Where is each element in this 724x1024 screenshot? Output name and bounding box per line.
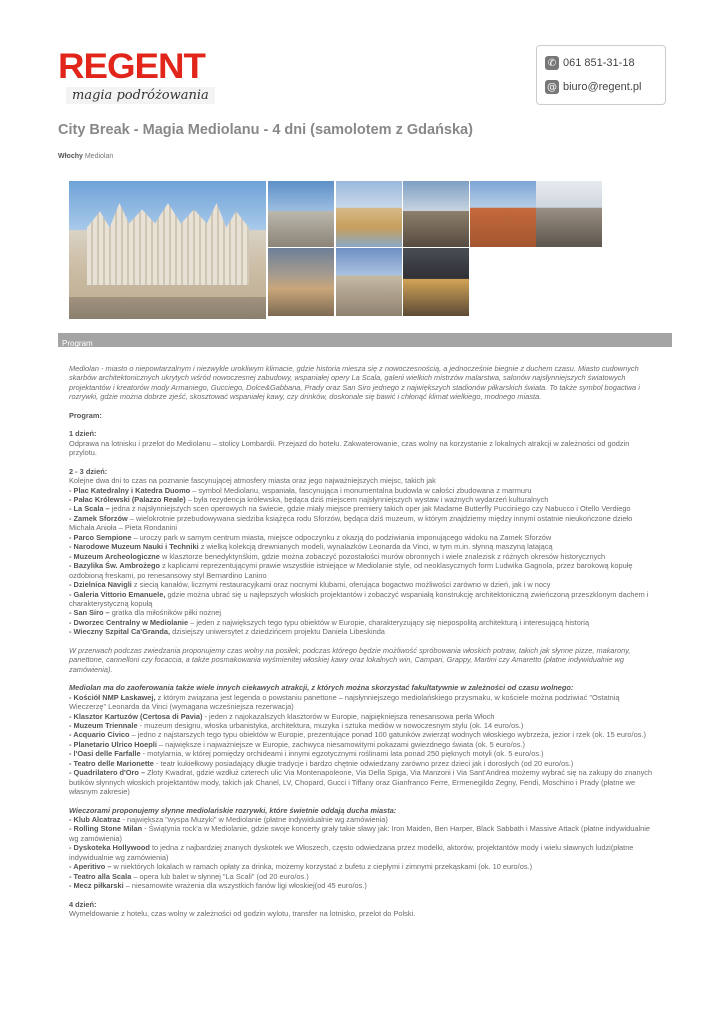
list-item — [69, 824, 655, 843]
contact-phone — [545, 52, 665, 74]
list-item-name: - Narodowe Muzeum Nauki i Techniki — [69, 542, 199, 552]
list-item-text: - jeden z najokazalszych klasztorów w Europie, najpiękniejsza renesansowa perła Włoch — [202, 711, 495, 721]
list-item-text: z siecią kanałów, licznymi restauracyjkami oraz nocnymi klubami, oferująca bogactwo możliwości zarówno w dzień, jak i w nocy — [131, 580, 551, 590]
gallery-thumbnail[interactable] — [268, 248, 334, 316]
nightlife-list — [69, 815, 655, 891]
list-item-text: z wielką kolekcją drewnianych modeli, wynalazków Leonarda da Vinci, w tym m.in. słynną maszyną latającą — [198, 542, 553, 552]
list-item-text: – symbol Mediolanu, wspaniała, fascynująca i monumentalna budowla w całości zbudowana z marmuru — [190, 485, 532, 495]
program-label: Program: — [69, 410, 102, 420]
phone-icon: ✆ — [545, 56, 559, 70]
list-item-text: - największa "wyspa Muzyki" w Mediolanie (płatne indywidualnie wg zamówienia) — [120, 815, 388, 825]
list-item — [69, 862, 655, 871]
list-item-name: - Klasztor Kartuzów (Certosa di Pavia) — [69, 711, 203, 721]
gallery-thumbnail[interactable] — [403, 248, 469, 316]
day23-attractions-list — [69, 486, 655, 637]
day4-text: Wymeldowanie z hotelu, czas wolny w zależności od godzin wylotu, transfer na lotnisko, przelot do Polski. — [69, 909, 416, 919]
list-item-name: - Zamek Sforzów — [69, 513, 128, 523]
logo-tagline: magia podróżowania — [66, 87, 215, 104]
list-item-name: - Rolling Stone Milan — [69, 824, 143, 834]
list-item — [69, 618, 655, 627]
list-item-name: - Dzielnica Navigli — [69, 580, 132, 590]
list-item-text: – uroczy park w samym centrum miasta, miejsce odpoczynku z okazją do podziwiania imponującego widoku na Zamek Sforzów — [131, 532, 552, 542]
gallery-photo-main[interactable] — [69, 181, 266, 319]
list-item-name: - Pałac Królewski (Palazzo Reale) — [69, 494, 186, 504]
list-item-text: w niektórych lokalach w ramach opłaty za drinka, możemy korzystać z bufetu z ciepłymi i zimnymi przekąskami (ok. 10 euro/os.) — [111, 862, 533, 872]
list-item-name: - Parco Sempione — [69, 532, 132, 542]
list-item-name: - Bazylika Św. Ambrożego — [69, 561, 161, 571]
list-item — [69, 768, 655, 796]
list-item — [69, 627, 655, 636]
list-item — [69, 693, 655, 712]
day23-lead: Kolejne dwa dni to czas na poznanie fascynującej atmosfery miasta oraz jego najważniejszych miejsc, takich jak — [69, 476, 436, 486]
list-item-text: Złoty Kwadrat, gdzie wzdłuż czterech ulic Via Montenapoleone, Via Della Spiga, Via Manzoni i Via Sant'Andrea możemy wybrać się na zakupy do znanych butików słynnych włoskich projektantów mody, takich jak Chanel, LV, Chopard, Gucci i Tiffany oraz Gianfranco Ferre, Ermenegildo Zegny, Fendi, Moschino i Prady (płatne we własnym zakresie) — [69, 768, 653, 797]
list-item — [69, 580, 655, 589]
list-item-text: – niesamowite wrażenia dla wszystkich fanów ligi włoskiej(od 45 euro/os.) — [123, 881, 367, 891]
list-item-text: – opera lub balet w słynnej "La Scali" (od 20 euro/os.) — [131, 871, 309, 881]
list-item-name: - Muzeum Archeologiczne — [69, 551, 160, 561]
list-item-name: - Muzeum Triennale — [69, 720, 138, 730]
list-item-text: jedna z najsłynniejszych scen operowych na świecie, gdzie miały miejsce premiery takich oper jak Madame Butterfly Pucciniego czy Nabucco i Otello Verdiego — [109, 504, 631, 514]
list-item — [69, 514, 655, 533]
gallery-thumbnail[interactable] — [336, 181, 402, 247]
list-item-name: - Acquario Civico — [69, 730, 130, 740]
list-item-text: – największe i najważniejsze w Europie, zachwyca niesamowitymi pokazami gwiezdnego świata (ok. 5 euro/os.) — [156, 739, 525, 749]
day4-label: 4 dzień: — [69, 899, 97, 909]
list-item — [69, 843, 655, 862]
list-item-name: - l'Oasi delle Farfalle — [69, 749, 141, 759]
list-item — [69, 504, 655, 513]
list-item — [69, 590, 655, 609]
list-item — [69, 608, 655, 617]
list-item-name: - Mecz piłkarski — [69, 881, 124, 891]
list-item — [69, 881, 655, 890]
list-item — [69, 749, 655, 758]
contact-box — [536, 45, 666, 105]
list-item — [69, 721, 655, 730]
section-header-label: Program — [62, 339, 93, 348]
list-item — [69, 815, 655, 824]
contact-email[interactable] — [545, 76, 665, 98]
phone-number: 061 851-31-18 — [563, 57, 635, 69]
list-item — [69, 759, 655, 768]
list-item-name: - Quadrilatero d'Oro – — [69, 768, 146, 778]
list-item-text: z kaplicami reprezentującymi prawie wszystkie istniejące w Mediolanie style, od neoklasycznych form Ludwika Gagnola, przez barokową kopułę ozdobioną freskami, po renesansowy styl Bernardino Lanino — [69, 561, 633, 580]
list-item-text: – jedno z najstarszych tego typu obiektów w Europie, prezentujące ponad 100 gatunków zwierząt wodnych włoskiego wybrzeża, jezior i rzek (ok. 15 euro/os.) — [129, 730, 646, 740]
list-item-name: - Teatro delle Marionette — [69, 758, 154, 768]
intro-paragraph: Mediolan - miasto o niepowtarzalnym i niezwykle urokliwym klimacie, gdzie historia miesza się z nowoczesnością, a jednocześnie biegnie z duchem czasu. Miasto cudownych skarbów architektonicznych ukrytych wśród nowoczesnej zabudowy, wspaniałej opery La Scala, galerii wielkich mistrzów malarstwa, salonów najsłynniejszych światowych projektantów i kreatorów mody Armaniego, Gucciego, Dolce&Gabbana, Prady oraz San Siro jednego z największych stadionów piłkarskich świata. To także symbol bogactwa i rozrywki, gdzie można dobrze zjeść, skosztować wspaniałej kawy, czy drinków, doskonale się bawić i chłonąć klimat wielkiego, modnego miasta. — [69, 364, 640, 402]
list-item — [69, 712, 655, 721]
section-header-program — [58, 333, 672, 347]
food-paragraph: W przerwach podczas zwiedzania proponujemy czas wolny na posiłek, podczas którego będzie możliwość spróbowania włoskich potraw, takich jak słynne pizze, makarony, panettone, cannelloni czy focaccia, a także posmakowania wyśmienitej włoskiej kawy oraz lokalnych win, Campari, Grappy, Martini czy Amaretto (płatne indywidualnie wg zamówienia). — [69, 645, 631, 674]
list-item-name: - Kościół NMP Łaskawej, — [69, 692, 156, 702]
list-item — [69, 486, 655, 495]
list-item — [69, 561, 655, 580]
day1-label: 1 dzień: — [69, 429, 97, 439]
gallery-thumbnail[interactable] — [403, 181, 469, 247]
list-item-text: z którym związana jest legenda o powstaniu panettone – najsłynniejszego mediolańskiego przysmaku, w kościele można podziwiać "Ostatnią Wieczerzę" Leonarda da Vinci (wymagana wcześniejsza rezerwacja) — [69, 692, 620, 712]
list-item-text: - muzeum designu, włoska urbanistyka, architektura, muzyka i sztuka mediów w nowoczesnym stylu (ok. 14 euro/os.) — [137, 720, 524, 730]
list-item-text: to jedna z najbardziej znanych dyskotek we Włoszech, często odwiedzana przez modelki, aktorów, projektantów mody i wielu sławnych ludzi(płatne indywidualnie wg zamówienia) — [69, 843, 634, 862]
list-item-text: – jeden z największych tego typu obiektów w Europie, charakteryzujący się niepospolitą architekturą i interesującą historią — [188, 617, 590, 627]
at-icon: @ — [547, 81, 557, 93]
page-title: City Break - Magia Mediolanu - 4 dni (samolotem z Gdańska) — [58, 122, 473, 138]
breadcrumb-country[interactable]: Włochy — [58, 153, 83, 160]
list-item-name: - Dworzec Centralny w Mediolanie — [69, 617, 189, 627]
list-item — [69, 872, 655, 881]
list-item-text: - motylarnia, w której pomiędzy orchideami i innymi egzotycznymi roślinami lata ponad 250 pięknych motyli (ok. 5 euro/os.) — [140, 749, 544, 759]
day23-label: 2 - 3 dzień: — [69, 466, 108, 476]
list-item — [69, 533, 655, 542]
list-item-name: - Galeria Vittorio Emanuele, — [69, 589, 166, 599]
list-item-name: - Planetario Ulrico Hoepli — [69, 739, 157, 749]
list-item-name: - Teatro alla Scala — [69, 871, 132, 881]
list-item-text: gratka dla miłośników piłki nożnej — [109, 608, 221, 618]
nightlife-lead: Wieczorami proponujemy słynne mediolańskie rozrywki, które świetnie oddają ducha miasta: — [69, 805, 397, 815]
list-item — [69, 542, 655, 551]
list-item-name: - San Siro – — [69, 608, 110, 618]
optional-attractions-list — [69, 693, 655, 797]
logo-wordmark: REGENT — [58, 47, 205, 86]
email-address[interactable]: biuro@regent.pl — [563, 81, 642, 93]
optional-lead: Mediolan ma do zaoferowania także wiele innych ciekawych atrakcji, z których można skorzystać fakultatywnie w zależności od czasu wolnego: — [69, 683, 574, 693]
gallery-thumbnail[interactable] — [536, 181, 602, 247]
day1-text: Odprawa na lotnisku i przelot do Mediolanu – stolicy Lombardii. Przejazd do hotelu. Zakwaterowanie, czas wolny na korzystanie z lokalnych atrakcji w zależności od godzin przylotu. — [69, 438, 630, 458]
gallery-thumbnail[interactable] — [268, 181, 334, 247]
list-item-name: - Plac Katedralny i Katedra Duomo — [69, 485, 191, 495]
list-item-text: - Świątynia rock'a w Mediolanie, gdzie swoje koncerty grały takie sławy jak: Iron Maiden, Ben Harper, Black Sabbath i Massive Attack (płatne indywidualnie wg zamówienia) — [69, 824, 651, 843]
list-item — [69, 740, 655, 749]
program-content — [69, 364, 655, 919]
list-item — [69, 730, 655, 739]
list-item-text: - teatr kukiełkowy posiadający długie tradycje i bardzo chętnie odwiedzany zarówno przez dzieci jak i dorosłych (od 20 euro/os.) — [153, 758, 574, 768]
breadcrumb — [58, 153, 113, 160]
brand-logo[interactable] — [58, 47, 218, 110]
list-item-name: - La Scala – — [69, 504, 110, 514]
list-item-name: - Aperitivo – — [69, 862, 112, 872]
list-item-name: - Klub Alcatraz — [69, 815, 121, 825]
list-item-text: dzisiejszy uniwersytet z dziedzińcem projektu Daniela Libeskinda — [170, 627, 385, 637]
list-item — [69, 552, 655, 561]
list-item-name: - Dyskoteka Hollywood — [69, 843, 150, 853]
list-item-text: gdzie można ubrać się u najlepszych włoskich projektantów i zobaczyć wspaniałą konstrukcję architektoniczną zwieńczoną przeszklonym dachem i charakterystyczną kopułą — [69, 589, 649, 608]
list-item-text: – wielokrotnie przebudowywana siedziba książęca rodu Sforzów, będąca dziś muzeum, w którym znajdziemy między innymi ostatnie nieukończone dzieło Michała Anioła – Pieta Rondanini — [69, 513, 633, 533]
breadcrumb-city[interactable]: Mediolan — [84, 153, 114, 160]
gallery-thumbnail[interactable] — [336, 248, 402, 316]
gallery-thumbnail[interactable] — [470, 181, 536, 247]
list-item-text: – była rezydencja królewska, będąca dziś miejscem najsłynniejszych wystaw i ważnych wydarzeń kulturalnych — [185, 494, 549, 504]
list-item — [69, 495, 655, 504]
list-item-text: w klasztorze benedyktynśkim, gdzie można zobaczyć pozostałości murów obronnych i wiele znalezisk z różnych okresów historycznych — [159, 551, 606, 561]
list-item-name: - Wieczny Szpital Ca'Granda, — [69, 627, 171, 637]
